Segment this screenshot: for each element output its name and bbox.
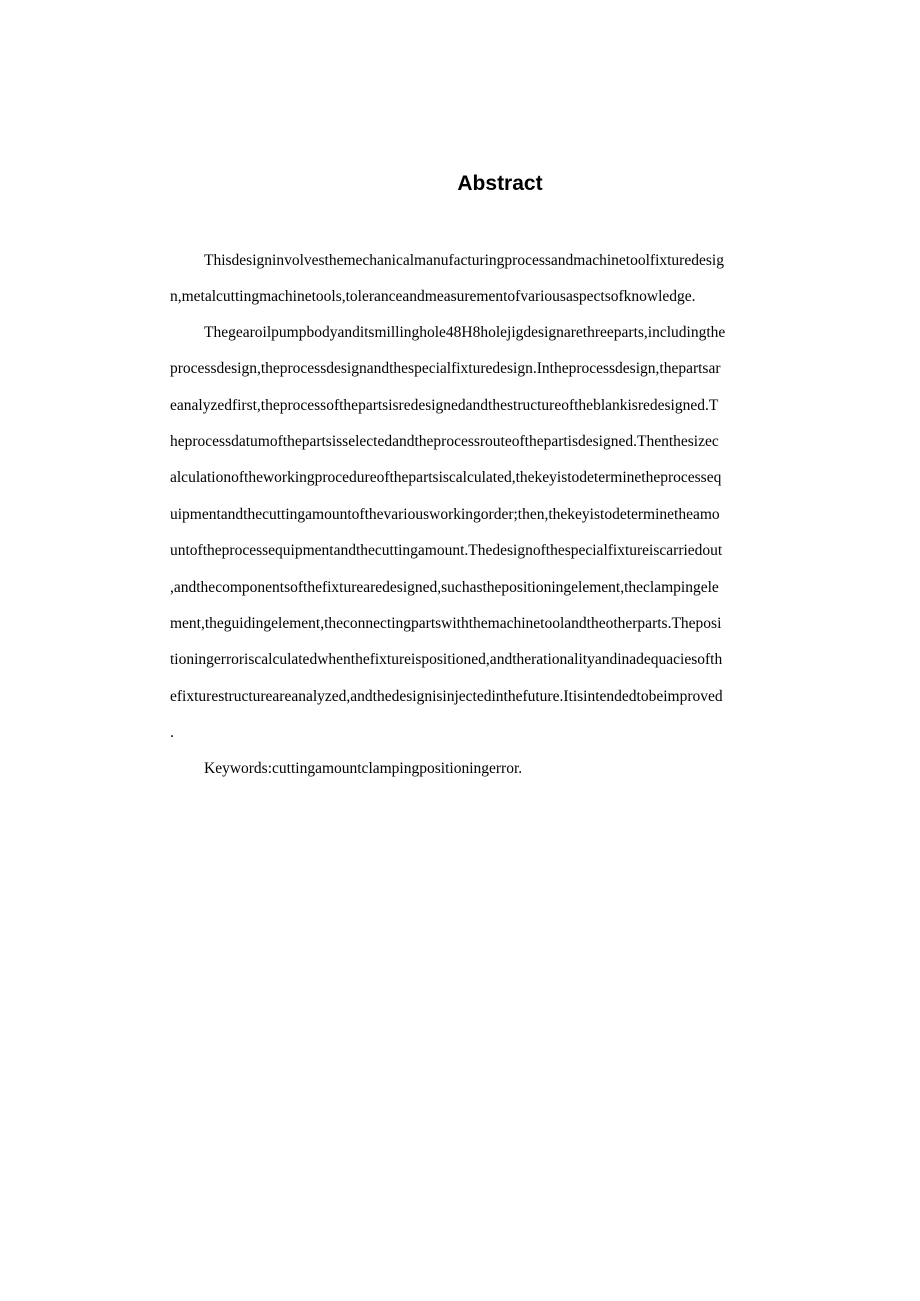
abstract-title: Abstract [457,172,543,195]
text-line: uipmentandthecuttingamountofthevariousworkingorder;then,thekeyistodeterminetheamo [170,506,720,523]
text-line: eanalyzedfirst,theprocessofthepartsisredesignedandthestructureoftheblankisredesigned.T [170,397,719,414]
text-line: ment,theguidingelement,theconnectingpartswiththemachinetoolandtheotherparts.Theposi [170,615,722,632]
text-line: heprocessdatumofthepartsisselectedandtheprocessrouteofthepartisdesigned.Thenthesizec [170,433,719,450]
keywords-line: Keywords:cuttingamountclampingpositioningerror. [204,760,523,777]
text-line: n,metalcuttingmachinetools,toleranceandmeasurementofvariousaspectsofknowledge. [170,288,696,305]
text-line: processdesign,theprocessdesignandthespecialfixturedesign.Intheprocessdesign,thepartsar [170,360,721,377]
text-line: tioningerroriscalculatedwhenthefixtureispositioned,andtherationalityandinadequaciesofth [170,651,723,668]
text-line: efixturestructureareanalyzed,andthedesignisinjectedinthefuture.Itisintendedtobeimproved [170,688,723,705]
text-line: Thisdesigninvolvesthemechanicalmanufacturingprocessandmachinetoolfixturedesig [204,252,724,269]
text-line: alculationoftheworkingprocedureofthepartsiscalculated,thekeyistodeterminetheprocesseq [170,469,722,486]
text-line: untoftheprocessequipmentandthecuttingamount.Thedesignofthespecialfixtureiscarriedout [170,542,723,559]
text-line: Thegearoilpumpbodyanditsmillinghole48H8holejigdesignarethreeparts,includingthe [204,324,726,341]
text-line: . [170,724,174,741]
text-line: ,andthecomponentsofthefixturearedesigned,suchasthepositioningelement,theclampingele [170,579,719,596]
